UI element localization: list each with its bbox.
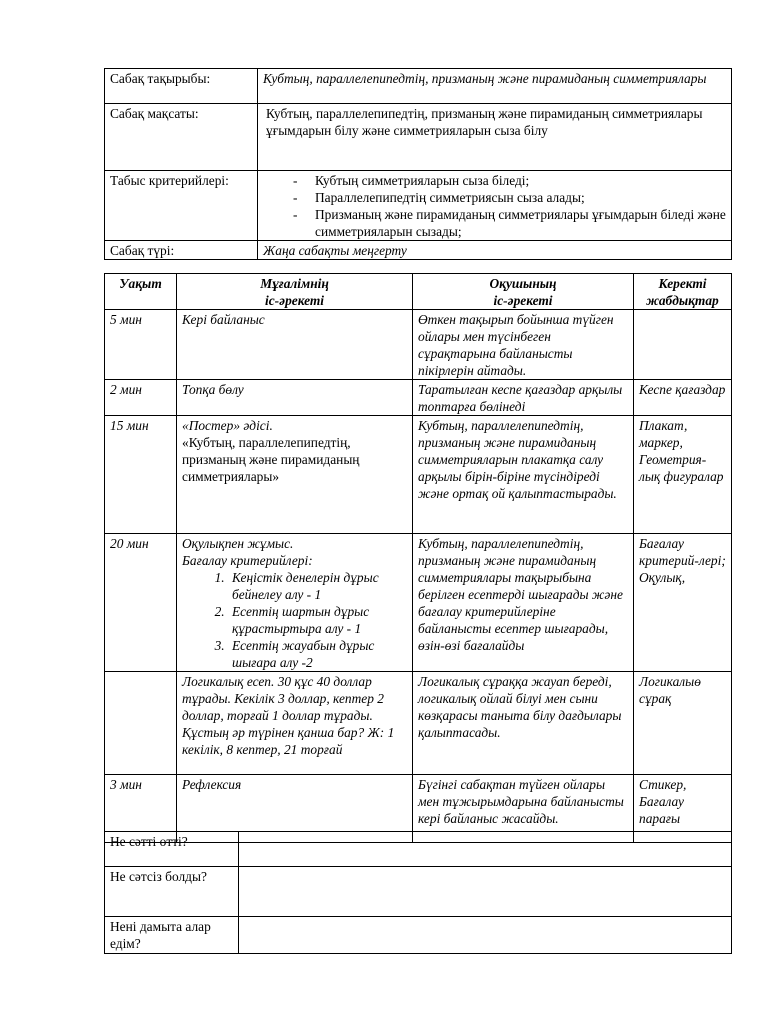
header-equipment-line1: Керекті [658, 276, 707, 291]
plan-row [105, 534, 732, 672]
row-teacher: Кері байланыс [177, 310, 413, 380]
row-equipment: Кеспе қағаздар [634, 380, 732, 416]
row-student: Кубтың, параллелепипедтің, призманың және пирамиданың симметрияларын плакатқа салу арқылы бірін-біріне түсіндіреді және ортақ ой қалыптастырады. [413, 416, 634, 534]
assessment-criterion: 1. Кеңістік денелерін дұрыс бейнелеу алу - 1 [228, 569, 407, 603]
poster-method-title: «Постер» әдісі. [182, 418, 273, 433]
criteria-list [263, 172, 726, 240]
reflection-question-success: Не сәтті өтті? [105, 832, 239, 867]
criteria-label: Табыс критерийлері: [105, 171, 258, 241]
row-teacher: Логикалық есеп. 30 құс 40 доллар тұрады. Кекілік 3 доллар, кептер 2 доллар, торғай 1 доллар тұрады. Құстың әр түрінен қанша бар? Ж: 1 кекілік, 8 кептер, 21 торғай [177, 672, 413, 775]
criteria-cell [258, 171, 732, 241]
textbook-work-title: Оқулықпен жұмыс. [182, 536, 294, 551]
header-teacher-line2: іс-әрекеті [265, 293, 324, 308]
criteria-item: - Кубтың симметрияларын сыза біледі; [293, 172, 726, 189]
lesson-info-table [104, 68, 732, 260]
row-time: 3 мин [105, 775, 177, 843]
reflection-table [104, 831, 732, 954]
type-row [105, 241, 732, 260]
row-teacher [177, 416, 413, 534]
header-equipment [634, 274, 732, 310]
reflection-row [105, 867, 732, 917]
row-teacher [177, 534, 413, 672]
goal-value: Кубтың, параллелепипедтің, призманың және пирамиданың симметриялары ұғымдарын білу және симметрияларын сыза білу [258, 104, 732, 171]
assessment-criteria-list [182, 569, 407, 671]
reflection-row [105, 832, 732, 867]
assessment-criterion: 3. Есептің жауабын дұрыс шығара алу -2 [228, 637, 407, 671]
goal-label: Сабақ мақсаты: [105, 104, 258, 171]
row-teacher: Топқа бөлу [177, 380, 413, 416]
header-student-line1: Оқушының [489, 276, 557, 291]
plan-row [105, 380, 732, 416]
reflection-answer-cell[interactable] [239, 832, 732, 867]
header-time-text: Уақыт [119, 276, 162, 291]
topic-row [105, 69, 732, 104]
plan-header-row [105, 274, 732, 310]
row-student: Бүгінгі сабақтан түйген ойлары мен тұжырымдарына байланысты кері байланыс жасайды. [413, 775, 634, 843]
row-equipment [634, 310, 732, 380]
header-teacher [177, 274, 413, 310]
reflection-answer-cell[interactable] [239, 867, 732, 917]
type-value: Жаңа сабақты меңгерту [258, 241, 732, 260]
goal-row [105, 104, 732, 171]
lesson-plan-table [104, 273, 732, 843]
header-student-line2: іс-әрекеті [493, 293, 553, 308]
topic-value: Кубтың, параллелепипедтің, призманың және пирамиданың симметриялары [258, 69, 732, 104]
reflection-question-improve: Нені дамыта алар едім? [105, 917, 239, 954]
row-student: Логикалық сұраққа жауап береді, логикалық ойлай білуі мен сыни көзқарасы таныта білу дағдылары қалыптасады. [413, 672, 634, 775]
reflection-answer-cell[interactable] [239, 917, 732, 954]
row-student: Таратылған кеспе қағаздар арқылы топтарға бөлінеді [413, 380, 634, 416]
criteria-item: - Призманың және пирамиданың симметриялары ұғымдарын біледі және симметрияларын сызады; [293, 206, 726, 240]
type-label: Сабақ түрі: [105, 241, 258, 260]
row-time [105, 672, 177, 775]
row-equipment: Стикер, Бағалау парағы [634, 775, 732, 843]
row-time: 20 мин [105, 534, 177, 672]
row-time: 5 мин [105, 310, 177, 380]
header-student [413, 274, 634, 310]
plan-row [105, 310, 732, 380]
row-equipment: Плакат, маркер, Геометрия-лық фигуралар [634, 416, 732, 534]
reflection-row [105, 917, 732, 954]
header-equipment-line2: жабдықтар [646, 293, 719, 308]
header-time [105, 274, 177, 310]
row-time: 15 мин [105, 416, 177, 534]
reflection-question-failure: Не сәтсіз болды? [105, 867, 239, 917]
criteria-row [105, 171, 732, 241]
row-student: Өткен тақырып бойынша түйген ойлары мен түсінбеген сұрақтарына байланысты пікірлерін айтады. [413, 310, 634, 380]
assessment-criterion: 2. Есептің шартын дұрыс құрастыртыра алу - 1 [228, 603, 407, 637]
row-student: Кубтың, параллелепипедтің, призманың және пирамиданың симметриялары тақырыбына берілген есептерді шығарады және бағалау критерийлеріне байланысты есептер шығарады, өзін-өзі бағалайды [413, 534, 634, 672]
row-teacher: Рефлексия [177, 775, 413, 843]
row-equipment: Логикалыө сұрақ [634, 672, 732, 775]
poster-method-topic: «Кубтың, параллелепипедтің, призманың және пирамиданың симметриялары» [182, 435, 360, 484]
plan-row [105, 672, 732, 775]
header-teacher-line1: Мұғалімнің [260, 276, 329, 291]
row-time: 2 мин [105, 380, 177, 416]
row-equipment: Бағалау критерий-лері; Оқулық, [634, 534, 732, 672]
plan-row [105, 416, 732, 534]
criteria-item: - Параллелепипедтің симметриясын сыза алады; [293, 189, 726, 206]
topic-label: Сабақ тақырыбы: [105, 69, 258, 104]
assessment-criteria-title: Бағалау критерийлері: [182, 553, 313, 568]
